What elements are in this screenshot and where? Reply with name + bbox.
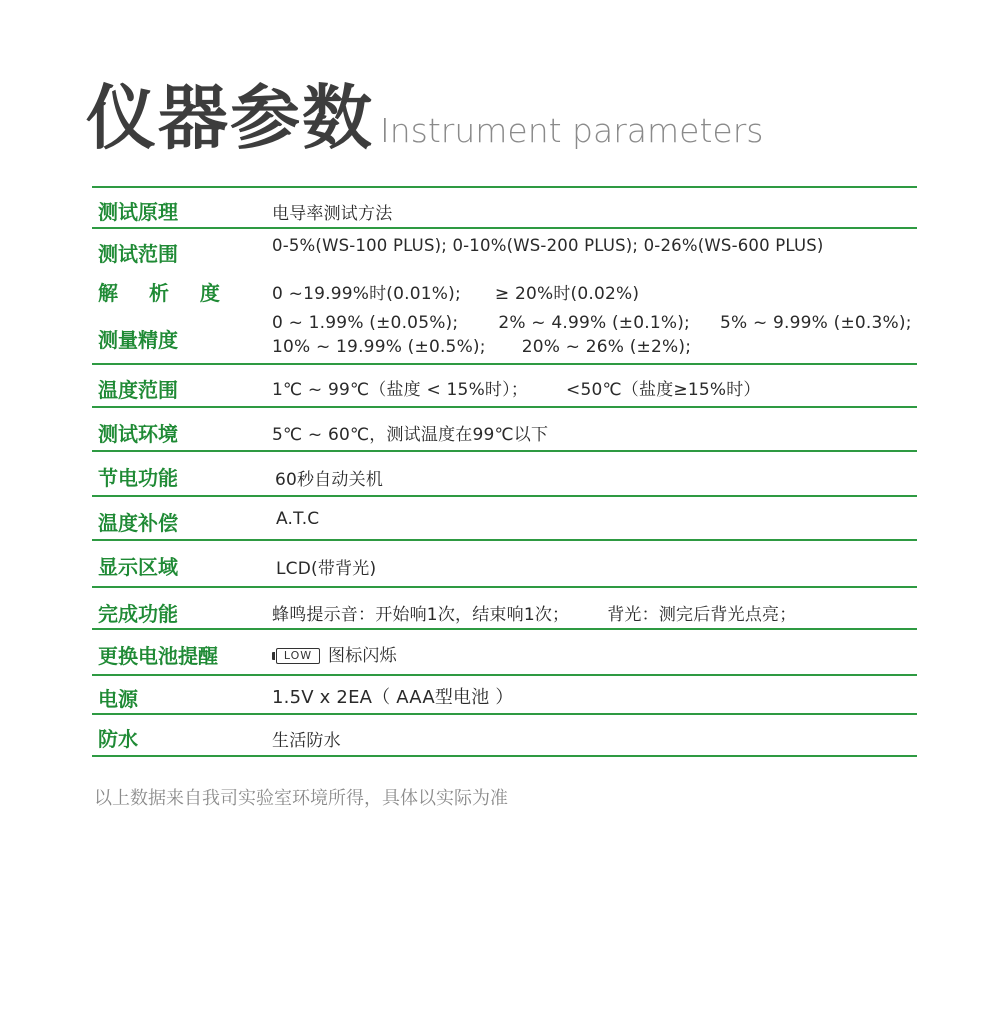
divider: [92, 755, 917, 757]
temp-range-1: 1℃ ~ 99℃（盐度 < 15%时）；: [272, 380, 529, 400]
row-value: 5℃ ~ 60℃，测试温度在99℃以下: [272, 425, 549, 445]
row-label: 节电功能: [98, 466, 178, 490]
accuracy-2: 2% ~ 4.99% (±0.1%);: [498, 313, 690, 333]
row-value: [272, 600, 796, 625]
row-power: [92, 676, 917, 713]
accuracy-1: 0 ~ 1.99% (±0.05%);: [272, 313, 459, 333]
row-label: 测量精度: [98, 328, 178, 352]
page-subtitle: Instrument parameters: [380, 111, 764, 150]
temp-range-2: <50℃（盐度≥15%时）: [566, 380, 761, 400]
row-range-resolution-accuracy: [92, 229, 917, 363]
row-battery-alert: [92, 630, 917, 674]
spec-table: [92, 186, 917, 757]
row-environment: [92, 408, 917, 450]
row-power-save: [92, 452, 917, 495]
row-label: 测试环境: [98, 422, 178, 446]
row-label: 电源: [98, 687, 138, 711]
row-value: [272, 337, 691, 357]
row-label: 测试范围: [98, 242, 178, 266]
row-label: 解 析 度: [98, 281, 232, 305]
row-value: A.T.C: [276, 509, 320, 529]
completion-1: 蜂鸣提示音：开始响1次，结束响1次；: [272, 605, 570, 625]
row-label: 完成功能: [98, 602, 178, 626]
accuracy-4: 10% ~ 19.99% (±0.5%);: [272, 337, 486, 357]
row-value: 0-5%(WS-100 PLUS); 0-10%(WS-200 PLUS); 0-26%(WS-600 PLUS): [272, 236, 824, 255]
row-temp-comp: [92, 497, 917, 539]
row-label: 显示区域: [98, 555, 178, 579]
completion-2: 背光：测完后背光点亮；: [607, 605, 797, 625]
row-value: 1.5V x 2EA（ AAA型电池 ）: [272, 687, 514, 708]
row-value: 60秒自动关机: [275, 470, 384, 490]
row-value: [272, 279, 639, 304]
page-header: [86, 62, 764, 159]
row-label: 测试原理: [98, 200, 178, 224]
row-value: [272, 313, 912, 333]
row-label: 温度补偿: [98, 511, 178, 535]
row-waterproof: [92, 715, 917, 755]
row-display: [92, 541, 917, 586]
row-value: 生活防水: [272, 731, 341, 751]
battery-alert-text: 图标闪烁: [328, 646, 397, 666]
low-battery-icon: LOW: [276, 648, 320, 664]
row-label: 更换电池提醒: [98, 644, 218, 668]
row-value: [272, 375, 761, 400]
row-value: 电导率测试方法: [272, 204, 393, 224]
page-title: 仪器参数: [86, 77, 374, 159]
row-label: 防水: [98, 727, 138, 751]
accuracy-3: 5% ~ 9.99% (±0.3%);: [719, 313, 912, 333]
accuracy-5: 20% ~ 26% (±2%);: [521, 337, 692, 357]
row-label: 温度范围: [98, 378, 178, 402]
footnote: 以上数据来自我司实验室环境所得，具体以实际为准: [94, 788, 508, 809]
row-completion: [92, 588, 917, 628]
row-value: [272, 641, 397, 666]
resolution-low: 0 ~19.99%时(0.01%);: [272, 284, 461, 304]
row-temp-range: [92, 365, 917, 406]
resolution-high: ≥ 20%时(0.02%): [494, 284, 640, 304]
row-value: LCD(带背光): [276, 559, 377, 579]
row-principle: [92, 188, 917, 227]
